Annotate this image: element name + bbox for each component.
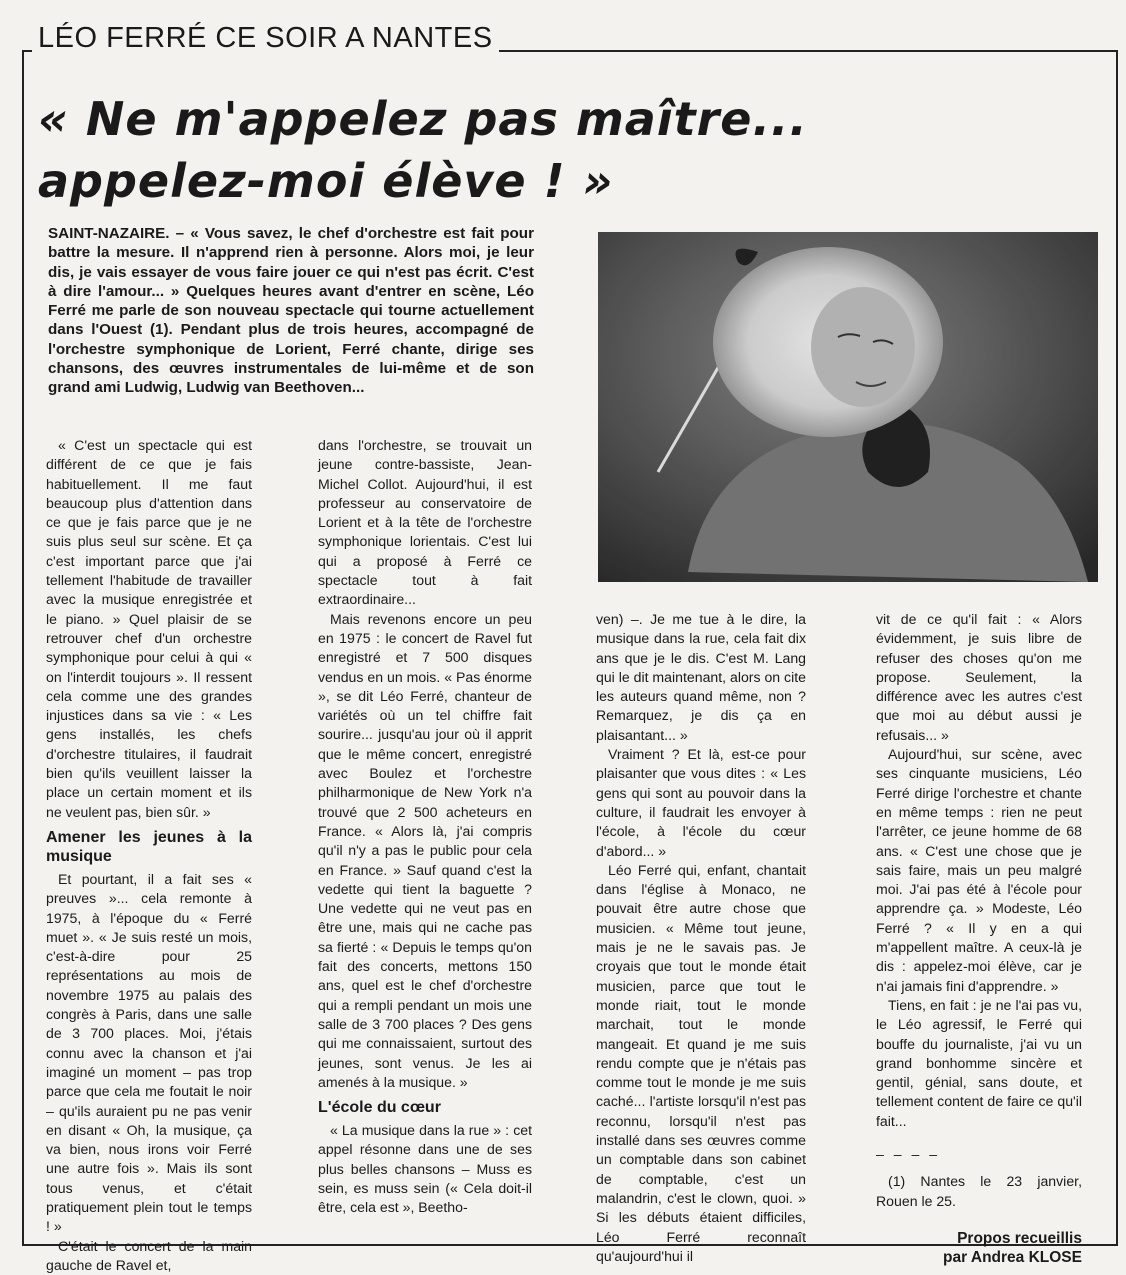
column-2 [318, 436, 532, 1218]
leo-ferre-photo [598, 232, 1098, 582]
col3-paragraph-2: Vraiment ? Et là, est-ce pour plaisanter que vous dites : « Les gens qui sont au pouvoir dans la culture, il faudrait les envoyer à l'école, à l'école du cœur d'abord... » [596, 746, 806, 859]
col2-paragraph-3: « La musique dans la rue » : cet appel résonne dans une de ses plus belles chansons – Muss es sein, es muss sein (« Cela doit-il être, cela est », Beetho- [318, 1122, 532, 1216]
photo-illustration [598, 232, 1098, 582]
column-3 [596, 610, 806, 1266]
intro-paragraph: SAINT-NAZAIRE. – « Vous savez, le chef d'orchestre est fait pour battre la mesure. Il n'apprend rien à personne. Alors moi, je leur dis, je vais essayer de vous faire jouer ce qui n'est pas écrit. C'est à dire l'amour... » Quelques heures avant d'entrer en scène, Léo Ferré me parle de son nouveau spectacle qui tourne actuellement dans l'Ouest (1). Pendant plus de trois heures, accompagné de l'orchestre symphonique de Lorient, Ferré chante, dirige ses chansons, des œuvres instrumentales de lui-même et de son grand ami Ludwig, Ludwig van Beethoven... [48, 225, 534, 397]
kicker-title: LÉO FERRÉ CE SOIR A NANTES [32, 20, 499, 56]
subhead-ecole-du-coeur: L'école du cœur [318, 1099, 441, 1117]
separator-dashes: – – – – [876, 1146, 941, 1163]
col2-paragraph-2: Mais revenons encore un peu en 1975 : le concert de Ravel fut enregistré et 7 500 disques vendus en un mois. « Pas énorme », se dit Léo Ferré, chanteur de variétés où un tel chiffre fait sourire... jusqu'au jour où il apprit que le même concert, enregistré avec Boulez et l'orchestre philharmonique de New York n'a trouvé que 2 500 acheteurs en France. « Alors là, j'ai compris qu'il n'y a pas le public pour cela en France. » Sauf quand c'est la vedette qui tient la baguette ? Une vedette qui ne veut pas en être une, mais qui ne cache pas sa fierté : « Depuis le temps qu'on fait des concerts, mettons 150 ans, quel est le chef d'orchestre qui a rempli pendant un mois une salle de 3 700 places ? Des gens qui me connaissaient, surtout des jeunes, sont venus. Je les ai amenés à la musique. » [318, 610, 532, 1090]
col1-paragraph-1: « C'est un spectacle qui est différent de ce que je fais habituellement. Il me faut beaucoup plus d'attention dans ce que je fais parce que je ne suis plus seul sur scène. Et ça c'est important parce que j'ai tellement l'habitude de travailler avec la musique enregistrée et le piano. » Quel plaisir de se retrouver chef d'un orchestre symphonique pour celui à qui « on l'interdit toujours ». Il ressent cela comme une des grandes injustices dans sa vie : « Les gens installés, les chefs d'orchestre titulaires, il faudrait bien qu'ils veuillent laisser la place un certain moment et ils ne veulent pas, bien sûr. » [46, 437, 252, 820]
byline [876, 1229, 1082, 1268]
byline-line-2: par Andrea KLOSE [943, 1249, 1082, 1267]
col4-paragraph-1: vit de ce qu'il fait : « Alors évidemment, je suis libre de refuser des choses qu'on me propose. Seulement, la différence avec les autres c'est que moi au début aussi je refusais... » [876, 611, 1082, 743]
byline-line-1: Propos recueillis [957, 1229, 1082, 1247]
col3-paragraph-1: ven) –. Je me tue à le dire, la musique dans la rue, cela fait dix ans que je le dis. C'est M. Lang qui le dit maintenant, alors on cite les auteurs quand même, non ? Remarquez, je dis ça en plaisantant... » [596, 611, 806, 743]
col4-paragraph-2: Aujourd'hui, sur scène, avec ses cinquante musiciens, Léo Ferré dirige l'orchestre et chante en même temps : rien ne peut l'arrêter, ce jeune homme de 68 ans. « C'est une chose que je sais faire, mais un peu malgré moi. J'ai pas été à l'école pour apprendre ça. » Modeste, Léo Ferré ? « Il y en a qui m'appellent maître. A ceux-là je dis : appelez-moi élève, car je n'ai jamais fini d'apprendre. » [876, 746, 1082, 994]
col1-paragraph-3: C'était le concert de la main gauche de Ravel et, [46, 1237, 252, 1273]
headline-line-2: appelez-moi élève ! » [38, 154, 614, 208]
column-4 [876, 610, 1082, 1268]
footnote: (1) Nantes le 23 janvier, Rouen le 25. [876, 1173, 1082, 1209]
col2-paragraph-1: dans l'orchestre, se trouvait un jeune contre-bassiste, Jean-Michel Collot. Aujourd'hui, il est professeur au conservatoire de Lorient et à la tête de l'orchestre symphonique lorientais. C'est lui qui a proposé à Ferré ce spectacle tout à fait extraordinaire... [318, 437, 532, 608]
headline-line-1: « Ne m'appelez pas maître... [38, 92, 808, 146]
headline [38, 88, 1098, 212]
column-1 [46, 436, 252, 1275]
col4-paragraph-3: Tiens, en fait : je ne l'ai pas vu, le Léo agressif, le Ferré qui bouffe du journaliste, j'ai vu un grand bonhomme sincère et gentil, génial, sans doute, et tellement content de faire ce qu'il fait... [876, 996, 1082, 1129]
col1-paragraph-2: Et pourtant, il a fait ses « preuves »... cela remonte à 1975, à l'époque du « Ferré muet ». « Je suis resté un mois, c'est-à-dire pour 25 représentations au mois de novembre 1975 au palais des congrès à Paris, dans une salle de 3 700 places. Moi, j'étais connu avec la chanson et j'ai imaginé un moment – pas trop parce que cela me foutait le noir – qu'ils auraient pu ne pas venir en disant « Oh, la musique, ça va bien, nous irons voir Ferré une autre fois ». Mais ils sont tous venus, et c'était pratiquement plein tout le temps ! » [46, 870, 252, 1235]
col3-paragraph-3: Léo Ferré qui, enfant, chantait dans l'église à Monaco, ne pouvait être autre chose que musicien. « Même tout jeune, mais je ne le savais pas. Je croyais que tout le monde était musicien, parce que tout le monde riait, tout le monde marchait, tout le monde mangeait. Et quand je me suis rendu compte que je n'étais pas comme tout le monde je me suis caché... l'artiste lorsqu'il n'est pas reconnu, lorsqu'il n'est pas installé dans ses œuvres comme un comptable dans son cabinet de comptable, c'est un malandrin, c'est le clown, quoi. » Si les débuts étaient difficiles, Léo Ferré reconnaît qu'aujourd'hui il [596, 861, 806, 1264]
subhead-amener-les-jeunes: Amener les jeunes à la musique [46, 828, 252, 865]
